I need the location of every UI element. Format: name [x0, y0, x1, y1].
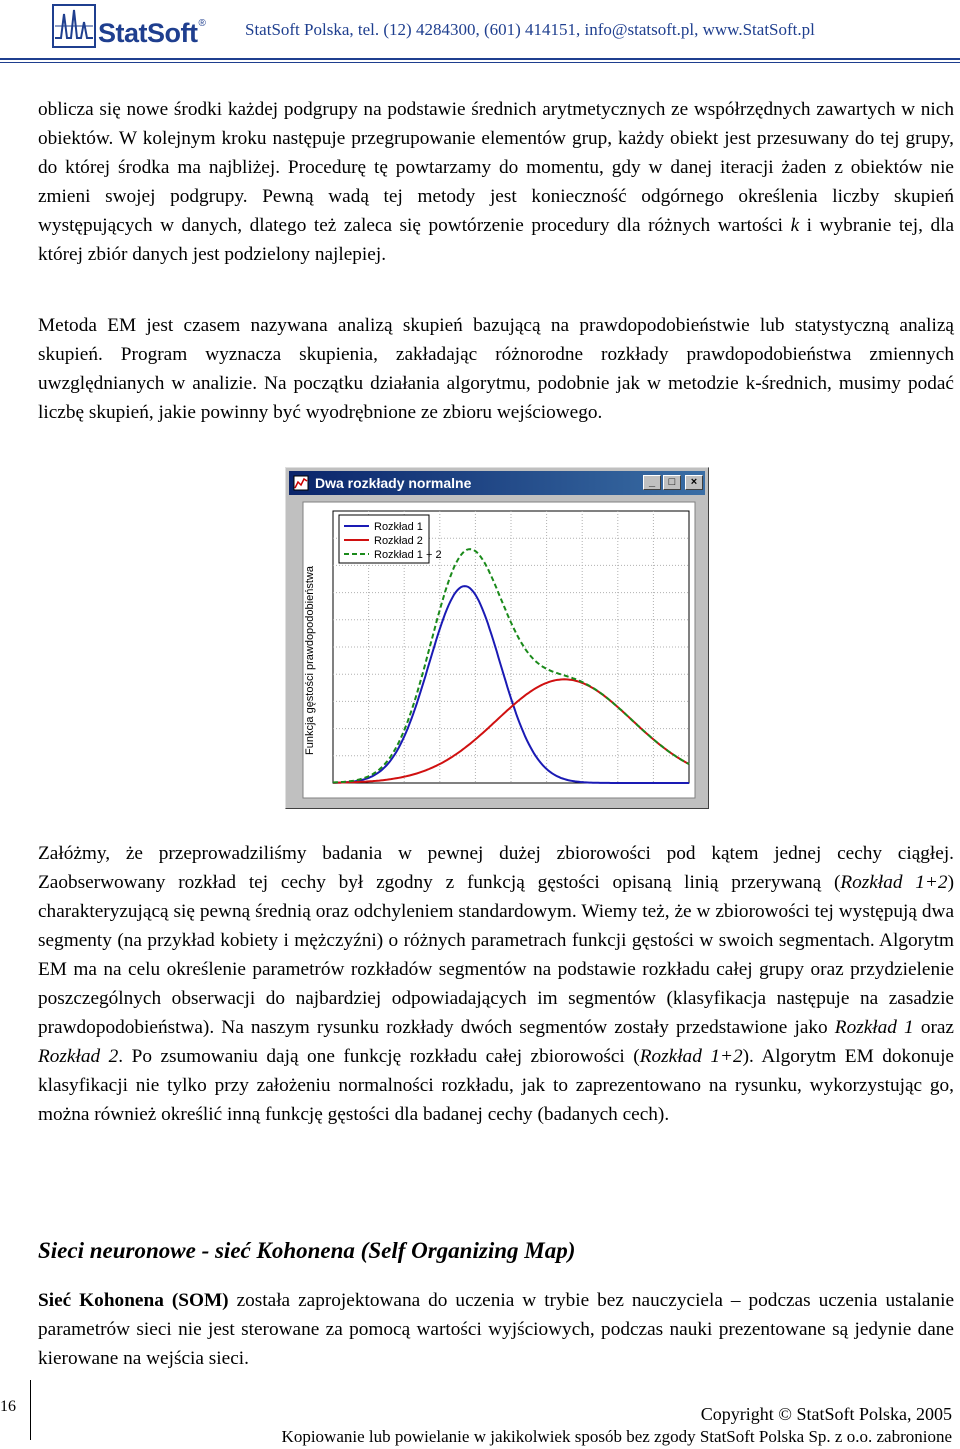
- y-axis-label: Funkcja gęstości prawdopodobieństwa: [304, 566, 316, 755]
- statsoft-logo: [52, 4, 230, 54]
- legend-entry: Rozkład 2: [374, 535, 423, 547]
- page-number: 16: [0, 1398, 16, 1415]
- logo-wordmark: StatSoft®: [98, 18, 206, 48]
- density-chart: [289, 497, 705, 805]
- copyright-notice: Copyright © StatSoft Polska, 2005: [700, 1404, 952, 1424]
- maximize-button[interactable]: □: [663, 475, 681, 490]
- close-button[interactable]: ×: [685, 475, 703, 490]
- chart-legend: [339, 515, 442, 563]
- paragraph-kohonen: Sieć Kohonena (SOM) została zaprojektowana do uczenia w trybie bez nauczyciela – podczas uczenia ustalanie parametrów sieci nie jest sterowane za pomocą wartości wyjściowych, podczas nauki prezentowane są jedynie dane kierowane na wejścia sieci.: [38, 1290, 954, 1369]
- copy-prohibition-note: Kopiowanie lub powielanie w jakikolwiek sposób bez zgody StatSoft Polska Sp. z o.o. zabronione: [281, 1427, 952, 1446]
- legend-entry: Rozkład 1: [374, 521, 423, 533]
- minimize-button[interactable]: _: [643, 475, 661, 490]
- paragraph-kmeans: oblicza się nowe środki każdej podgrupy na podstawie średnich arytmetycznych ze współrzędnych zawartych w nich obiektów. W kolejnym kroku następuje przegrupowanie elementów grup, każdy obiekt jest przesuwany do tej grupy, do której środka ma najbliżej. Procedurę tę powtarzamy do momentu, gdy w danej iteracji żaden z obiektów nie zmieni swojej podgrupy. Pewną wadą tej metody jest konieczność odgórnego określenia liczby skupień występujących w danych, dlatego też zaleca się powtórzenie procedury dla różnych wartości k i wybranie tej, dla której zbiór danych jest podzielony najlepiej.: [38, 99, 955, 265]
- statsoft-logo-icon: [52, 4, 96, 48]
- header-divider-thin: [0, 62, 960, 63]
- paragraph-em-example: Załóżmy, że przeprowadziliśmy badania w pewnej dużej zbiorowości pod kątem jednej cechy ciągłej. Zaobserwowany rozkład tej cechy był zgodny z funkcją gęstości opisaną linią przerywaną (Rozkład 1+2) charakteryzującą się pewną średnią oraz odchyleniem standardowym. Wiemy też, że w zbiorowości tej występują dwa segmenty (na przykład kobiety i mężczyźni) o różnych parametrach funkcji gęstości w swoich segmentach. Algorytm EM ma na celu określenie parametrów rozkładów segmentów na podstawie rozkładu całej grupy oraz przydzielenie poszczególnych obserwacji do najbardziej odpowiadających im segmentów (klasyfikacja następuje na zasadzie prawdopodobieństwa). Na naszym rysunku rozkłady dwóch segmentów zostały przedstawione jako Rozkład 1 oraz Rozkład 2. Po zsumowaniu dają one funkcję rozkładu całej zbiorowości (Rozkład 1+2). Algorytm EM dokonuje klasyfikacji nie tylko przy założeniu normalności rozkładu, jak to zaprezentowano na rysunku, wykorzystując go, można również określić inną funkcję gęstości dla badanej cechy (badanych cech).: [38, 843, 954, 1125]
- figure-window: [285, 467, 709, 809]
- section-heading-kohonen: Sieci neuronowe - sieć Kohonena (Self Organizing Map): [38, 1238, 576, 1263]
- window-title: Dwa rozkłady normalne: [315, 475, 472, 491]
- header-divider: [0, 58, 960, 60]
- page-number-divider: [30, 1380, 31, 1440]
- paragraph-em-intro: Metoda EM jest czasem nazywana analizą skupień bazującą na prawdopodobieństwie lub statystyczną analizą skupień. Program wyznacza skupienia, zakładając różnorodne rozkłady prawdopodobieństwa zmiennych uwzględnianych w analizie. Na początku działania algorytmu, podobnie jak w metodzie k-średnich, musimy podać liczbę skupień, jakie powinny być wyodrębnione ze zbioru wejściowego.: [38, 315, 954, 423]
- page-header: [0, 0, 960, 62]
- header-contact-info: StatSoft Polska, tel. (12) 4284300, (601) 414151, info@statsoft.pl, www.StatSoft.pl: [245, 20, 815, 39]
- window-titlebar: [289, 471, 705, 495]
- chart-window-icon: [293, 475, 309, 491]
- legend-entry: Rozkład 1 + 2: [374, 549, 442, 561]
